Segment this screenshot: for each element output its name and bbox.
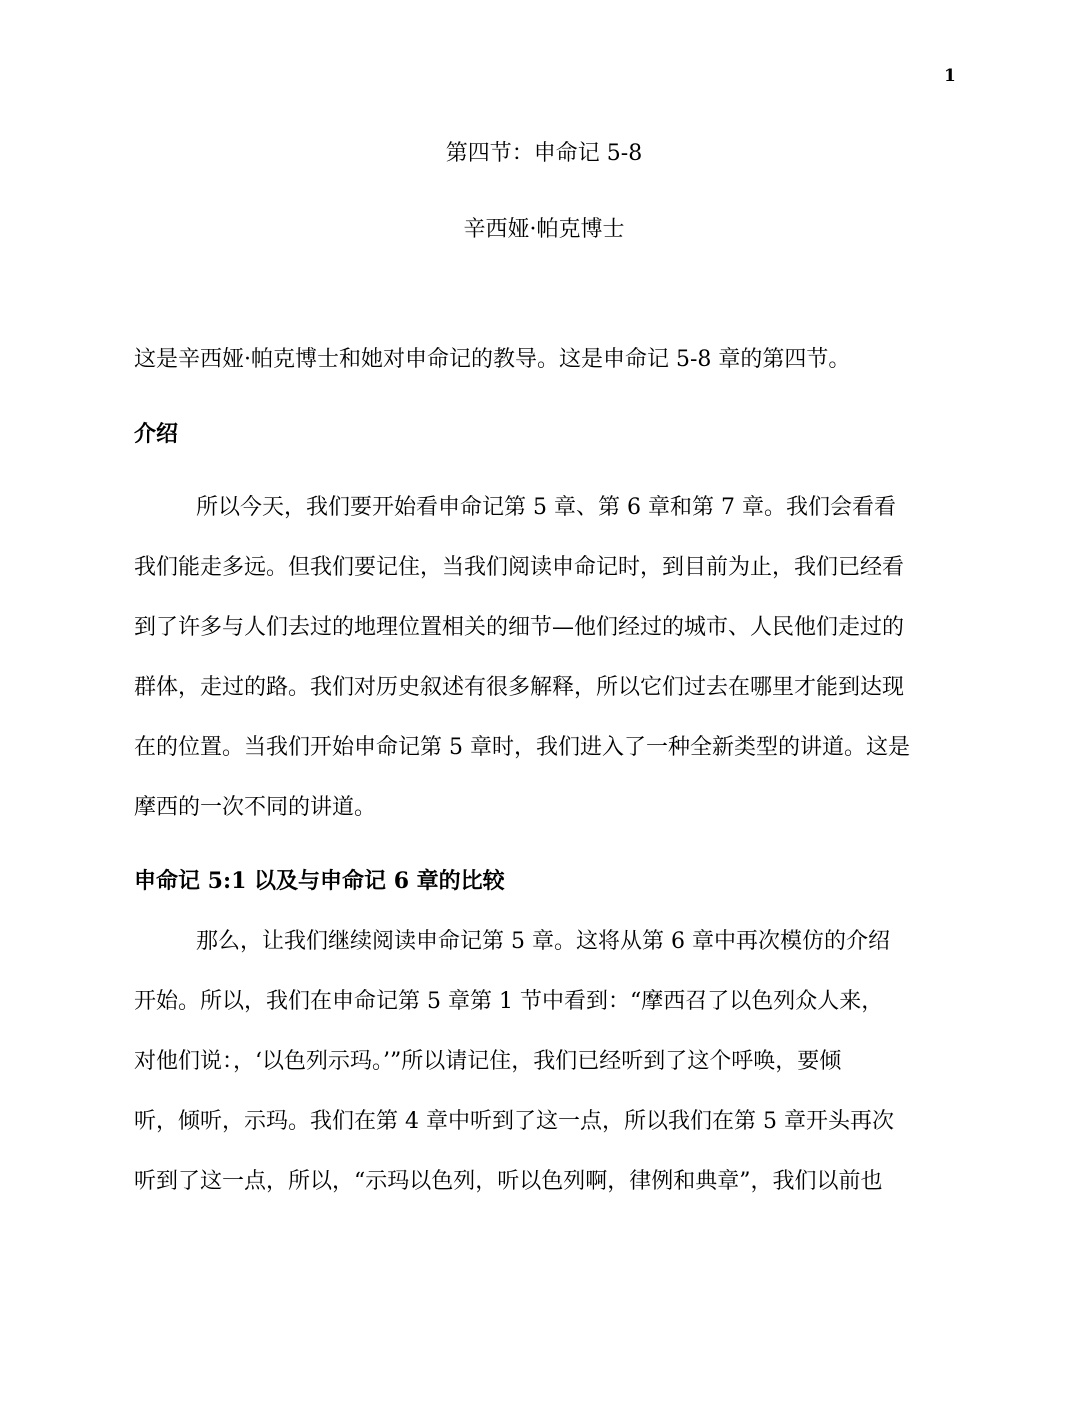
section-heading-deut-5-1: 申命记 5:1 以及与申命记 6 章的比较 xyxy=(134,868,505,894)
paragraph-line: 在的位置。当我们开始申命记第 5 章时，我们进入了一种全新类型的讲道。这是 xyxy=(134,735,910,760)
paragraph-line: 所以今天，我们要开始看申命记第 5 章、第 6 章和第 7 章。我们会看看 xyxy=(196,495,896,520)
paragraph-line: 对他们说：，‘以色列示玛。’”所以请记住，我们已经听到了这个呼唤，要倾 xyxy=(134,1049,842,1074)
paragraph-line: 我们能走多远。但我们要记住，当我们阅读申命记时，到目前为止，我们已经看 xyxy=(134,555,905,580)
paragraph-line: 听，倾听，示玛。我们在第 4 章中听到了这一点，所以我们在第 5 章开头再次 xyxy=(134,1109,894,1134)
paragraph-line: 摩西的一次不同的讲道。 xyxy=(134,795,377,820)
paragraph-line: 开始。所以，我们在申命记第 5 章第 1 节中看到：“摩西召了以色列众人来， xyxy=(134,989,884,1014)
page-number: 1 xyxy=(944,66,956,86)
intro-line: 这是辛西娅·帕克博士和她对申命记的教导。这是申命记 5-8 章的第四节。 xyxy=(134,347,851,372)
section-heading-intro: 介绍 xyxy=(134,421,179,447)
document-author: 辛西娅·帕克博士 xyxy=(463,217,625,242)
paragraph-line: 到了许多与人们去过的地理位置相关的细节—他们经过的城市、人民他们走过的 xyxy=(134,615,905,640)
paragraph-line: 听到了这一点，所以，“示玛以色列，听以色列啊，律例和典章”，我们以前也 xyxy=(134,1169,883,1194)
paragraph-line: 那么，让我们继续阅读申命记第 5 章。这将从第 6 章中再次模仿的介绍 xyxy=(196,929,890,954)
document-title: 第四节：申命记 5-8 xyxy=(445,141,643,166)
paragraph-line: 群体，走过的路。我们对历史叙述有很多解释，所以它们过去在哪里才能到达现 xyxy=(134,675,905,700)
